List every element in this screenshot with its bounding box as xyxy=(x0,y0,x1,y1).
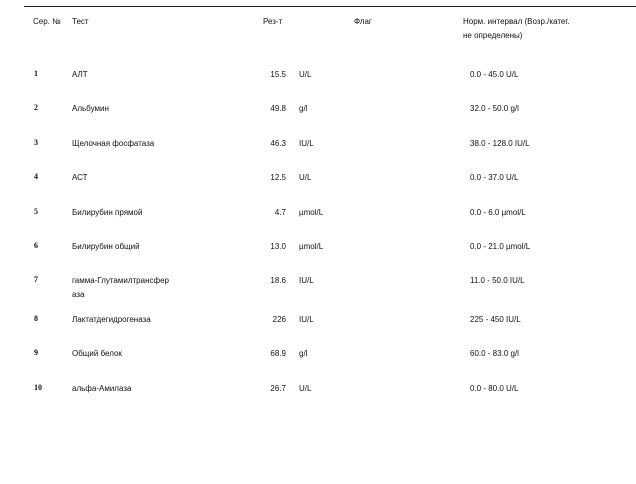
row-result-value: 26.7 xyxy=(270,384,286,393)
row-norm-interval: 60.0 - 83.0 g/l xyxy=(470,349,519,358)
row-test-name-line1: Билирубин общий xyxy=(72,242,140,251)
row-seq-number: 6 xyxy=(34,241,38,250)
table-row xyxy=(0,206,636,234)
row-norm-interval: 0.0 - 45.0 U/L xyxy=(470,70,519,79)
row-test-name-line1: Щелочная фосфатаза xyxy=(72,139,155,148)
row-unit: IU/L xyxy=(299,139,314,148)
row-unit: U/L xyxy=(299,173,312,182)
row-seq-number: 3 xyxy=(34,138,38,147)
header-norm-line2: не определены) xyxy=(463,31,523,40)
row-norm-interval: 38.0 - 128.0 IU/L xyxy=(470,139,530,148)
row-seq-number: 9 xyxy=(34,348,38,357)
row-norm-interval: 0.0 - 80.0 U/L xyxy=(470,384,519,393)
row-test-name-line1: Лактатдегидрогеназа xyxy=(72,315,151,324)
row-result-value: 68.9 xyxy=(270,349,286,358)
row-test-name-line2: аза xyxy=(72,290,85,299)
row-test-name xyxy=(72,313,192,327)
row-norm-interval: 0.0 - 21.0 µmol/L xyxy=(470,242,531,251)
row-unit: µmol/L xyxy=(299,242,324,251)
header-flag: Флаг xyxy=(354,17,372,26)
header-top-rule xyxy=(24,6,636,7)
header-norm-interval xyxy=(463,15,613,43)
table-row xyxy=(0,347,636,375)
row-seq-number: 4 xyxy=(34,172,38,181)
row-test-name xyxy=(72,382,192,396)
row-unit: g/l xyxy=(299,104,308,113)
table-row xyxy=(0,68,636,96)
row-norm-interval: 0.0 - 37.0 U/L xyxy=(470,173,519,182)
row-result-value: 12.5 xyxy=(270,173,286,182)
row-test-name-line1: Альбумин xyxy=(72,104,109,113)
row-unit: g/l xyxy=(299,349,308,358)
table-row xyxy=(0,240,636,268)
row-unit: U/L xyxy=(299,384,312,393)
row-test-name xyxy=(72,347,192,361)
row-seq-number: 1 xyxy=(34,69,38,78)
row-test-name-line1: АЛТ xyxy=(72,70,88,79)
table-row xyxy=(0,102,636,130)
row-seq-number: 2 xyxy=(34,103,38,112)
row-test-name-line1: Билирубин прямой xyxy=(72,208,143,217)
row-seq-number: 7 xyxy=(34,275,38,284)
row-test-name xyxy=(72,274,192,302)
row-seq-number: 5 xyxy=(34,207,38,216)
row-result-value: 226 xyxy=(272,315,286,324)
row-test-name xyxy=(72,206,192,220)
header-result: Рез-т xyxy=(263,17,283,26)
row-unit: U/L xyxy=(299,70,312,79)
header-seq: Сер. № xyxy=(33,17,61,26)
row-unit: IU/L xyxy=(299,276,314,285)
row-unit: IU/L xyxy=(299,315,314,324)
row-norm-interval: 225 - 450 IU/L xyxy=(470,315,521,324)
row-unit: µmol/L xyxy=(299,208,324,217)
row-test-name-line1: альфа-Амилаза xyxy=(72,384,132,393)
table-row xyxy=(0,274,636,302)
row-seq-number: 10 xyxy=(34,383,42,392)
table-row xyxy=(0,171,636,199)
row-norm-interval: 32.0 - 50.0 g/l xyxy=(470,104,519,113)
header-test: Тест xyxy=(72,17,89,26)
header-norm-line1: Норм. интервал (Возр./катег. xyxy=(463,17,570,26)
row-result-value: 46.3 xyxy=(270,139,286,148)
row-test-name xyxy=(72,240,192,254)
row-test-name xyxy=(72,171,192,185)
row-result-value: 4.7 xyxy=(274,208,286,217)
row-norm-interval: 11.0 - 50.0 IU/L xyxy=(470,276,525,285)
row-test-name-line1: гамма-Глутамилтрансфер xyxy=(72,276,169,285)
table-row xyxy=(0,137,636,165)
row-test-name xyxy=(72,137,192,151)
row-norm-interval: 0.0 - 6.0 µmol/L xyxy=(470,208,526,217)
row-result-value: 15.5 xyxy=(270,70,286,79)
table-row xyxy=(0,313,636,341)
row-result-value: 13.0 xyxy=(270,242,286,251)
row-test-name xyxy=(72,68,192,82)
row-test-name-line1: АСТ xyxy=(72,173,88,182)
row-test-name-line1: Общий белок xyxy=(72,349,122,358)
row-test-name xyxy=(72,102,192,116)
row-seq-number: 8 xyxy=(34,314,38,323)
row-result-value: 49.8 xyxy=(270,104,286,113)
row-result-value: 18.6 xyxy=(270,276,286,285)
table-row xyxy=(0,382,636,410)
